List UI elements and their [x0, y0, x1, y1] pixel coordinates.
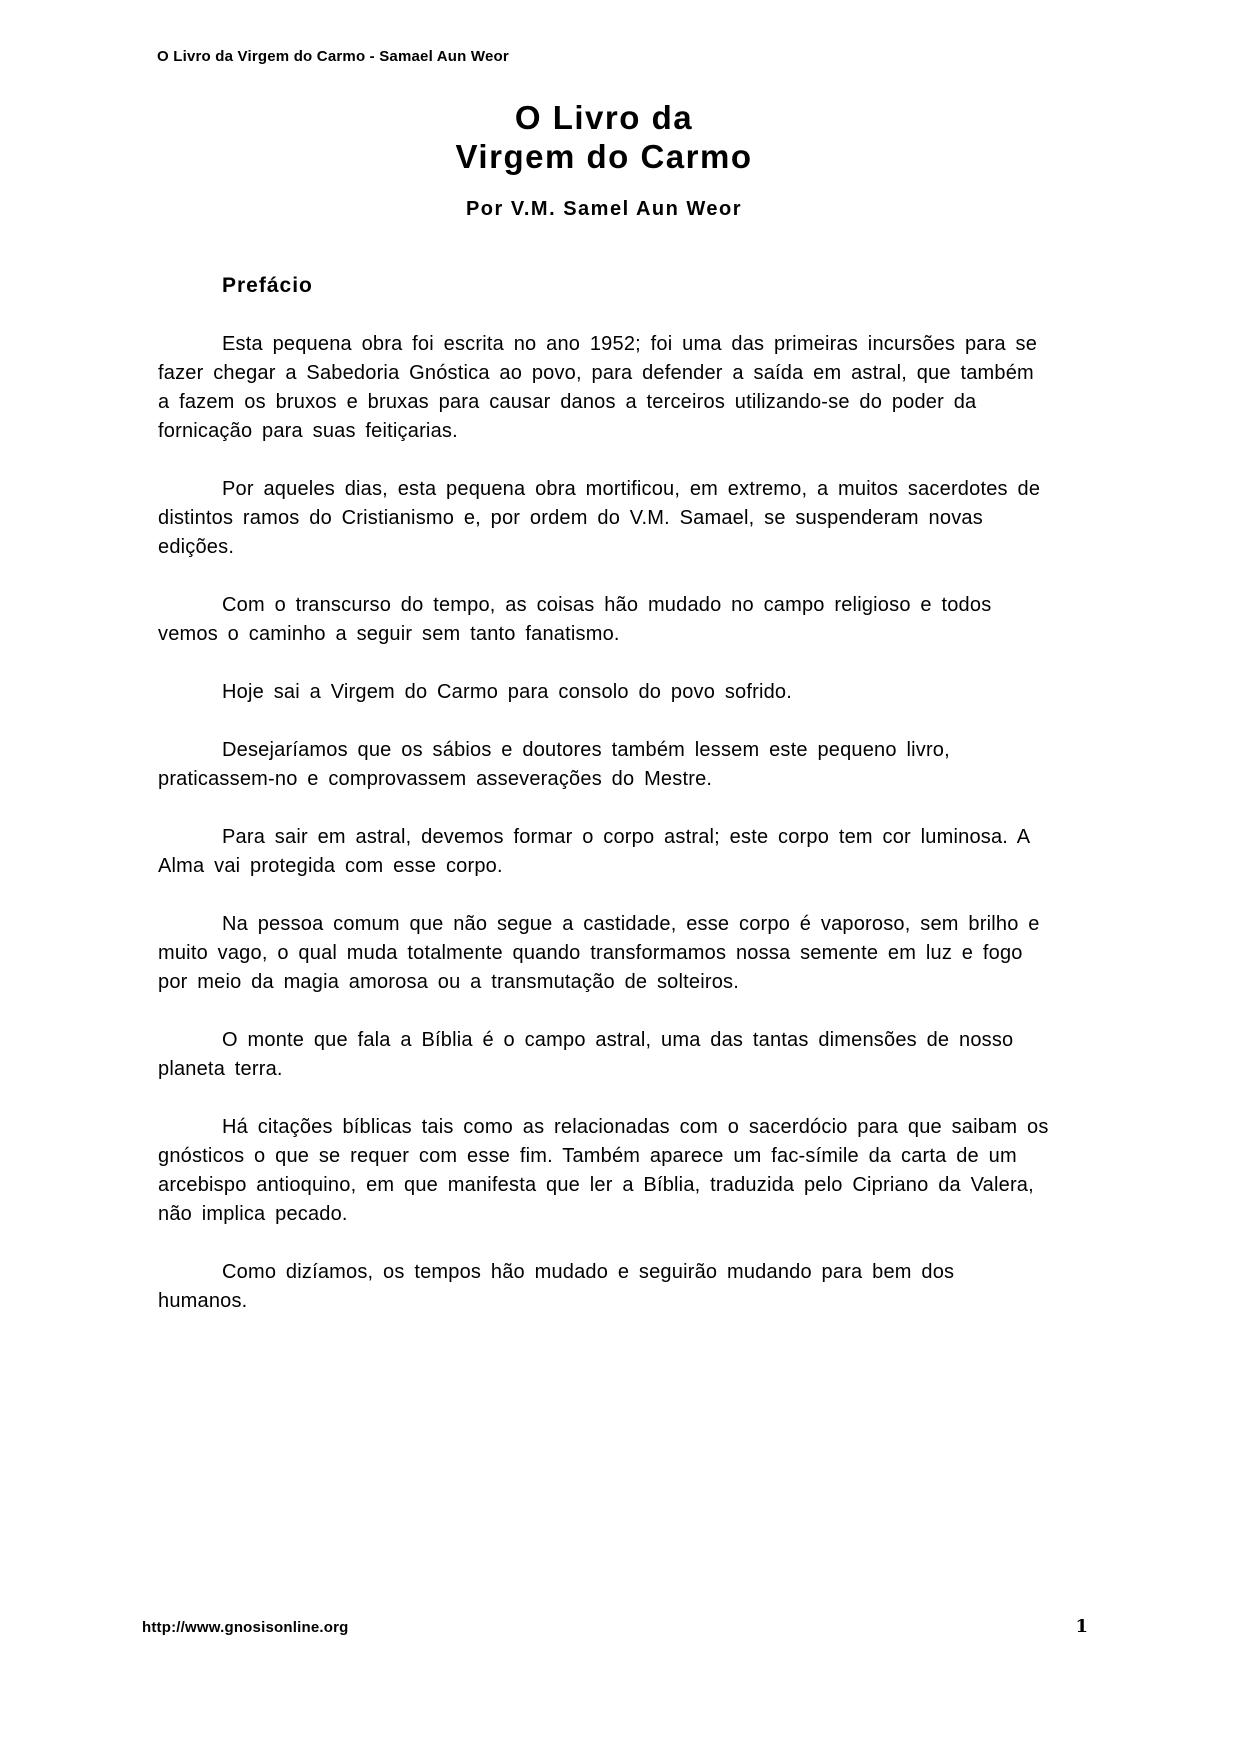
paragraph: Com o transcurso do tempo, as coisas hão mudado no campo religioso e todos vemos o caminho a seguir sem tanto fanatismo. — [158, 594, 992, 645]
page-number: 1 — [1075, 1616, 1088, 1637]
section-heading: Prefácio — [222, 274, 313, 297]
paragraph: Para sair em astral, devemos formar o corpo astral; este corpo tem cor luminosa. A Alma vai protegida com esse corpo. — [158, 826, 1030, 877]
paragraph: Por aqueles dias, esta pequena obra mortificou, em extremo, a muitos sacerdotes de distintos ramos do Cristianismo e, por ordem do V.M. Samael, se suspenderam novas edições. — [158, 478, 1041, 558]
paragraph: Desejaríamos que os sábios e doutores também lessem este pequeno livro, praticassem-no e comprovassem asseverações do Mestre. — [158, 739, 950, 790]
paragraph: Esta pequena obra foi escrita no ano 1952; foi uma das primeiras incursões para se fazer chegar a Sabedoria Gnóstica ao povo, para defender a saída em astral, que também a fazem os bruxos e bruxas para causar danos a terceiros utilizando-se do poder da fornicação para suas feitiçarias. — [158, 333, 1038, 442]
book-title — [158, 98, 1050, 176]
paragraph: O monte que fala a Bíblia é o campo astral, uma das tantas dimensões de nosso planeta terra. — [158, 1029, 1014, 1080]
page-footer — [142, 1616, 1088, 1637]
running-header: O Livro da Virgem do Carmo - Samael Aun Weor — [157, 48, 509, 65]
footer-url: http://www.gnosisonline.org — [142, 1619, 349, 1636]
book-title-line2: Virgem do Carmo — [455, 138, 753, 175]
paragraph: Hoje sai a Virgem do Carmo para consolo do povo sofrido. — [222, 681, 792, 703]
paragraph: Há citações bíblicas tais como as relacionadas com o sacerdócio para que saibam os gnósticos o que se requer com esse fim. Também aparece um fac-símile da carta de um arcebispo antioquino, em que manifesta que ler a Bíblia, traduzida pelo Cipriano da Valera, não implica pecado. — [158, 1116, 1049, 1225]
body-paragraphs — [158, 330, 1050, 1345]
paragraph: Na pessoa comum que não segue a castidade, esse corpo é vaporoso, sem brilho e muito vago, o qual muda totalmente quando transformamos nossa semente em luz e fogo por meio da magia amorosa ou a transmutação de solteiros. — [158, 913, 1040, 993]
paragraph: Como dizíamos, os tempos hão mudado e seguirão mudando para bem dos humanos. — [158, 1261, 955, 1312]
byline: Por V.M. Samel Aun Weor — [465, 198, 743, 220]
book-title-line1: O Livro da — [514, 99, 694, 136]
